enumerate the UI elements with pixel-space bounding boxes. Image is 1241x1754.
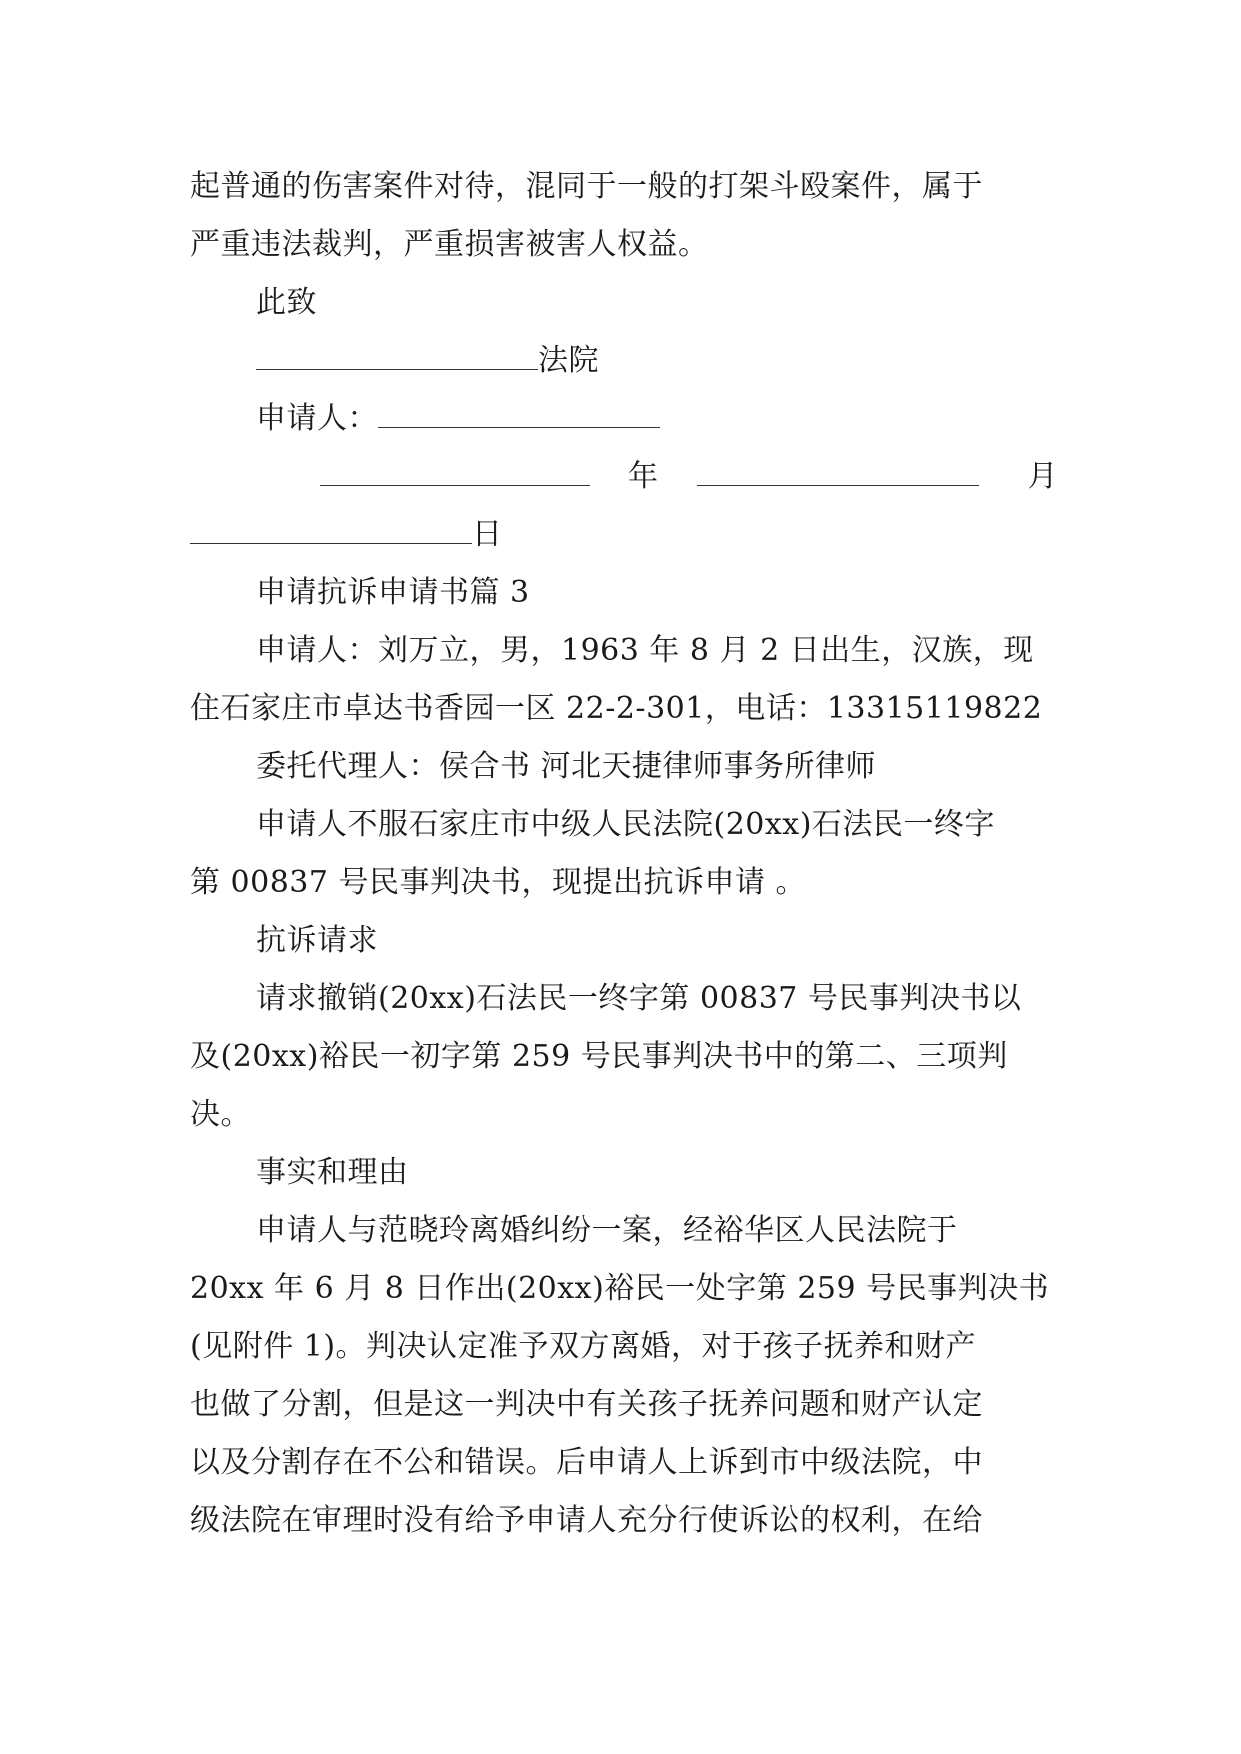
court-label: 法院: [538, 343, 599, 378]
year-label: 年: [628, 459, 659, 494]
paragraph-line: 决。: [190, 1097, 251, 1132]
paragraph-line: 申请人：刘万立，男，1963 年 8 月 2 日出生，汉族，现: [256, 633, 1034, 668]
paragraph-line: 以及分割存在不公和错误。后申请人上诉到市中级法院，中: [190, 1445, 983, 1480]
day-label: 日: [472, 517, 503, 552]
court-line: [190, 332, 1058, 390]
paragraph-line: 也做了分割，但是这一判决中有关孩子抚养问题和财产认定: [190, 1387, 983, 1422]
date-line: [190, 448, 1058, 506]
paragraph-line: 起普通的伤害案件对待，混同于一般的打架斗殴案件，属于: [190, 169, 983, 204]
section-title: 申请抗诉申请书篇 3: [256, 575, 530, 610]
paragraph-line: 20xx 年 6 月 8 日作出(20xx)裕民一处字第 259 号民事判决书: [190, 1271, 1050, 1306]
heading-requests: 抗诉请求: [256, 923, 378, 958]
paragraph-line: 请求撤销(20xx)石法民一终字第 00837 号民事判决书以: [256, 981, 1022, 1016]
day-blank: [190, 507, 472, 544]
paragraph-line: 申请人与范晓玲离婚纠纷一案，经裕华区人民法院于: [256, 1213, 958, 1248]
paragraph-line: 及(20xx)裕民一初字第 259 号民事判决书中的第二、三项判: [190, 1039, 1008, 1074]
paragraph-line: 申请人不服石家庄市中级人民法院(20xx)石法民一终字: [256, 807, 995, 842]
applicant-blank: [378, 391, 660, 428]
paragraph-line: 第 00837 号民事判决书，现提出抗诉申请 。: [190, 865, 807, 900]
court-blank: [256, 333, 538, 370]
year-blank: [320, 449, 590, 486]
paragraph-line: 级法院在审理时没有给予申请人充分行使诉讼的权利，在给: [190, 1503, 983, 1538]
month-blank: [697, 449, 979, 486]
paragraph-line: 住石家庄市卓达书香园一区 22-2-301，电话：13315119822: [190, 691, 1043, 726]
heading-facts: 事实和理由: [256, 1155, 409, 1190]
agent-line: 委托代理人：侯合书 河北天捷律师事务所律师: [256, 749, 877, 784]
applicant-label: 申请人：: [256, 401, 378, 436]
applicant-sign-line: [190, 390, 1058, 448]
month-label: 月: [1027, 459, 1058, 494]
salutation-line: 此致: [256, 285, 317, 320]
paragraph-line: 严重违法裁判，严重损害被害人权益。: [190, 227, 709, 262]
paragraph-line: (见附件 1)。判决认定准予双方离婚，对于孩子抚养和财产: [190, 1329, 977, 1364]
day-line: [190, 506, 1058, 564]
document-page: [190, 158, 1058, 1550]
